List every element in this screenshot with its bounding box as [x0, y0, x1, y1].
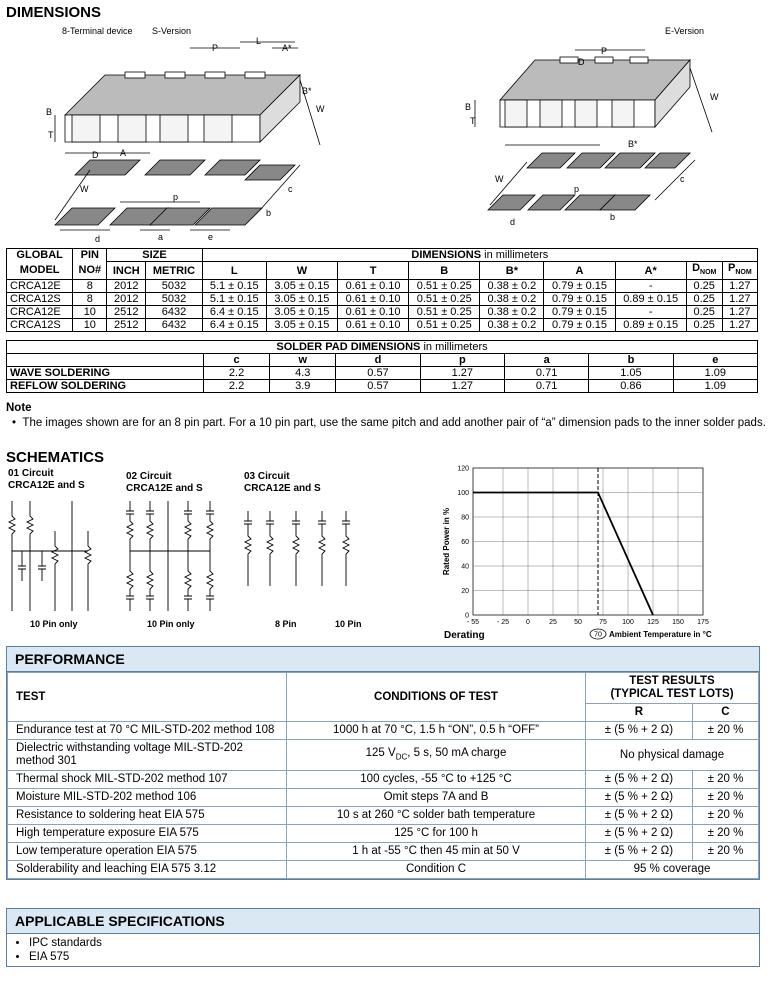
table-cell: 1.09 — [673, 380, 757, 393]
result-c: ± 20 % — [692, 771, 758, 789]
test-conditions: Omit steps 7A and B — [287, 789, 586, 807]
note-text: • The images shown are for an 8 pin part. For a 10 pin part, use the same pitch and add another pair of “a” dimension pads to the inner solder pads. — [12, 417, 766, 429]
svg-text:e: e — [208, 232, 214, 242]
table-cell: 1.05 — [589, 367, 673, 380]
result-c: ± 20 % — [692, 807, 758, 825]
table-cell: 0.61 ± 0.10 — [337, 306, 408, 319]
result-c: ± 20 % — [692, 789, 758, 807]
result-r: ± (5 % + 2 Ω) — [586, 807, 693, 825]
result-r: ± (5 % + 2 Ω) — [586, 825, 693, 843]
table-row — [8, 740, 759, 771]
solder-pad-table: SOLDER PAD DIMENSIONS in millimeters c w d p a b e WAVE SOLDERING 2.2 4.3 0.57 1.27 0.71 1.05 1.09 REFLOW SOLDERING 2.2 3.9 0.57 1.27 0.71 0.86 1.09 — [6, 340, 758, 393]
svg-text:a: a — [158, 232, 164, 242]
table-cell: 4.3 — [270, 367, 336, 380]
table-cell: 2.2 — [204, 380, 270, 393]
y-tick-label: 20 — [461, 588, 469, 595]
table-row — [7, 380, 758, 393]
x-tick-label: 150 — [672, 619, 684, 626]
result-c: ± 20 % — [692, 843, 758, 861]
table-cell: 3.05 ± 0.15 — [266, 280, 337, 293]
table-cell: CRCA12S — [7, 319, 73, 332]
table-cell: 0.38 ± 0.2 — [480, 280, 544, 293]
test-name: Endurance test at 70 °C MIL-STD-202 method 108 — [8, 722, 287, 740]
table-cell: 0.38 ± 0.2 — [480, 319, 544, 332]
table-cell: 2012 — [107, 293, 146, 306]
y-tick-label: 40 — [461, 563, 469, 571]
table-cell: - — [615, 306, 686, 319]
table-cell: 0.51 ± 0.25 — [409, 319, 480, 332]
svg-text:c: c — [680, 174, 685, 184]
table-cell: - — [615, 280, 686, 293]
svg-text:d: d — [95, 234, 101, 244]
marker-label: 70 — [594, 631, 602, 639]
circuit-03-footer-10: 10 Pin — [335, 619, 362, 629]
table-cell: 3.9 — [270, 380, 336, 393]
dimensions-title: DIMENSIONS — [6, 4, 102, 21]
table-cell: 2.2 — [204, 367, 270, 380]
result-r: ± (5 % + 2 Ω) — [586, 771, 693, 789]
test-conditions: 10 s at 260 °C solder bath temperature — [287, 807, 586, 825]
circuit-01-title: 01 Circuit CRCA12E and S — [8, 468, 85, 491]
table-cell: 0.89 ± 0.15 — [615, 293, 686, 306]
x-tick-label: - 55 — [466, 619, 480, 626]
test-name: Moisture MIL-STD-202 method 106 — [8, 789, 287, 807]
table-cell: 0.71 — [504, 367, 588, 380]
table-row — [8, 789, 759, 807]
specifications-list — [7, 936, 759, 964]
table-cell: 0.51 ± 0.25 — [409, 293, 480, 306]
x-tick-label: 125 — [647, 619, 659, 626]
table-cell: 5032 — [146, 293, 202, 306]
table-cell: 1.27 — [722, 319, 757, 332]
table-cell: 0.79 ± 0.15 — [544, 319, 615, 332]
table-row — [8, 771, 759, 789]
table-cell: 0.25 — [686, 293, 722, 306]
label-8-terminal: 8-Terminal device — [62, 26, 133, 36]
svg-text:A: A — [120, 148, 127, 158]
x-tick-label: - 25 — [496, 619, 510, 626]
test-conditions: Condition C — [287, 861, 586, 879]
table-cell: CRCA12S — [7, 293, 73, 306]
table-cell: 0.25 — [686, 280, 722, 293]
svg-text:B*: B* — [302, 86, 312, 96]
table-cell: 10 — [73, 319, 107, 332]
svg-text:b: b — [610, 212, 616, 222]
svg-text:W: W — [80, 184, 89, 194]
svg-text:L: L — [256, 36, 262, 46]
table-cell: 8 — [73, 293, 107, 306]
svg-text:D: D — [92, 150, 99, 160]
svg-text:P: P — [212, 43, 219, 53]
table-cell: 0.61 ± 0.10 — [337, 319, 408, 332]
table-cell: 0.57 — [336, 380, 420, 393]
table-cell: 2512 — [107, 319, 146, 332]
circuit-02-footer: 10 Pin only — [147, 619, 195, 629]
svg-text:b: b — [266, 208, 272, 218]
table-cell: 0.71 — [504, 380, 588, 393]
result-r: ± (5 % + 2 Ω) — [586, 843, 693, 861]
table-cell: 0.57 — [336, 367, 420, 380]
table-cell: 5.1 ± 0.15 — [202, 293, 266, 306]
svg-text:A*: A* — [282, 43, 292, 53]
table-cell: REFLOW SOLDERING — [7, 380, 204, 393]
test-conditions: 100 cycles, -55 °C to +125 °C — [287, 771, 586, 789]
table-cell: 2012 — [107, 280, 146, 293]
test-conditions: 125 $V_{DC}$, 5 s, 50 mA charge — [287, 740, 586, 771]
x-axis-label: Ambient Temperature in °C — [609, 630, 712, 639]
schematic-drawings — [0, 496, 380, 616]
svg-text:B*: B* — [628, 139, 638, 149]
table-cell: 8 — [73, 280, 107, 293]
x-tick-label: 75 — [599, 619, 607, 626]
svg-text:T: T — [470, 116, 476, 126]
y-tick-label: 120 — [457, 465, 469, 473]
svg-text:p: p — [173, 192, 179, 202]
test-result: No physical damage — [586, 740, 759, 771]
table-cell: 1.27 — [722, 306, 757, 319]
y-tick-label: 100 — [457, 490, 469, 497]
result-r: ± (5 % + 2 Ω) — [586, 722, 693, 740]
circuit-03-title: 03 Circuit CRCA12E and S — [244, 471, 321, 494]
performance-table: TEST CONDITIONS OF TEST TEST RESULTS (TYPICAL TEST LOTS) R C Endurance test at 70 °C MIL-STD-202 method 108 1000 h at 70 °C, 1.5 h “ON”, 0.5 h “OFF” ± (5 % + 2 Ω) ± 20 % Dielectric withstanding voltage MIL-STD-202 method 301 125 $V_{DC}$, 5 s, 50 mA charge No physical damage Thermal shock MIL-STD-202 method 107 100 cycles, -55 °C to +125 °C ± (5 % + 2 Ω) ± 20 % Moisture MIL-STD-202 method 106 Omit steps 7A and B ± (5 % + 2 Ω) ± 20 % Resistance to soldering heat EIA 575 10 s at 260 °C solder bath temperature ± (5 % + 2 Ω) ± 20 % High temperature exposure EIA 575 125 °C for 100 h ± (5 % + 2 Ω) ± 20 % Low temperature operation EIA 575 1 h at -55 °C then 45 min at 50 V ± (5 % + 2 Ω) ± 20 % Solderability and leaching EIA 575 3.12 Condition C 95 % coverage — [7, 672, 759, 879]
table-row — [8, 825, 759, 843]
table-row — [8, 807, 759, 825]
spec-item: • IPC standards — [29, 936, 759, 950]
table-cell: 6432 — [146, 319, 202, 332]
table-row — [7, 367, 758, 380]
performance-title: PERFORMANCE — [7, 647, 759, 672]
table-row — [7, 319, 758, 332]
table-cell: 1.27 — [722, 280, 757, 293]
svg-text:W: W — [710, 92, 719, 102]
x-tick-label: 25 — [549, 619, 557, 626]
x-tick-label: 0 — [526, 619, 530, 626]
y-axis-label: Rated Power in % — [442, 507, 451, 576]
test-conditions: 1000 h at 70 °C, 1.5 h “ON”, 0.5 h “OFF” — [287, 722, 586, 740]
circuit-01-footer: 10 Pin only — [30, 619, 78, 629]
y-tick-label: 80 — [461, 514, 469, 522]
circuit-02-title: 02 Circuit CRCA12E and S — [126, 471, 203, 494]
table-cell: 1.27 — [722, 293, 757, 306]
label-s-version: S-Version — [152, 26, 192, 36]
table-cell: 3.05 ± 0.15 — [266, 293, 337, 306]
test-result: 95 % coverage — [586, 861, 759, 879]
result-c: ± 20 % — [692, 722, 758, 740]
note-heading: Note — [6, 402, 32, 414]
table-row — [8, 722, 759, 740]
test-name: Dielectric withstanding voltage MIL-STD-202 method 301 — [8, 740, 287, 771]
test-name: Resistance to soldering heat EIA 575 — [8, 807, 287, 825]
svg-text:c: c — [288, 184, 293, 194]
table-cell: 0.61 ± 0.10 — [337, 293, 408, 306]
table-row — [7, 306, 758, 319]
table-cell: 3.05 ± 0.15 — [266, 306, 337, 319]
test-conditions: 1 h at -55 °C then 45 min at 50 V — [287, 843, 586, 861]
chart-title: Derating — [444, 630, 485, 641]
table-cell: 0.86 — [589, 380, 673, 393]
table-cell: 0.38 ± 0.2 — [480, 293, 544, 306]
spec-item: • EIA 575 — [29, 950, 759, 964]
test-name: Thermal shock MIL-STD-202 method 107 — [8, 771, 287, 789]
svg-text:B: B — [46, 107, 53, 117]
table-cell: 0.38 ± 0.2 — [480, 306, 544, 319]
table-cell: 2512 — [107, 306, 146, 319]
schematics-title: SCHEMATICS — [6, 449, 105, 466]
table-cell: 1.27 — [420, 380, 504, 393]
result-r: ± (5 % + 2 Ω) — [586, 789, 693, 807]
svg-text:p: p — [574, 184, 580, 194]
table-cell: 1.09 — [673, 367, 757, 380]
svg-text:T: T — [48, 130, 54, 140]
table-cell: 0.61 ± 0.10 — [337, 280, 408, 293]
x-tick-label: 50 — [574, 619, 582, 626]
label-e-version: E-Version — [665, 26, 705, 36]
performance-section — [6, 646, 760, 880]
table-cell: 5.1 ± 0.15 — [202, 280, 266, 293]
table-cell: 0.79 ± 0.15 — [544, 293, 615, 306]
table-cell: 1.27 — [420, 367, 504, 380]
table-row — [7, 293, 758, 306]
svg-text:P: P — [601, 46, 608, 56]
table-cell: CRCA12E — [7, 306, 73, 319]
test-name: High temperature exposure EIA 575 — [8, 825, 287, 843]
test-conditions: 125 °C for 100 h — [287, 825, 586, 843]
svg-text:d: d — [510, 217, 516, 227]
svg-text:W: W — [316, 104, 325, 114]
table-cell: 10 — [73, 306, 107, 319]
table-cell: 5032 — [146, 280, 202, 293]
table-cell: WAVE SOLDERING — [7, 367, 204, 380]
circuit-03-footer-8: 8 Pin — [275, 619, 297, 629]
test-name: Low temperature operation EIA 575 — [8, 843, 287, 861]
dimension-drawing — [0, 20, 775, 265]
test-name: Solderability and leaching EIA 575 3.12 — [8, 861, 287, 879]
table-cell: 6.4 ± 0.15 — [202, 319, 266, 332]
table-cell: 0.79 ± 0.15 — [544, 306, 615, 319]
specifications-section — [6, 908, 760, 967]
y-tick-label: 60 — [461, 539, 469, 546]
table-cell: 0.51 ± 0.25 — [409, 306, 480, 319]
table-cell: 0.51 ± 0.25 — [409, 280, 480, 293]
svg-text:D: D — [578, 57, 585, 67]
dimensions-table: GLOBAL PIN SIZE DIMENSIONS in millimeters MODEL NO# INCH METRIC L W T B B* A A* $D_{NOM}$ $P_{NOM}$ CRCA12E 8 2012 5032 5.1 ± 0.15 3.05 ± 0.15 0.61 ± 0.10 0.51 ± 0.25 0.38 ± 0.2 0.79 ± 0.15 - 0.25 1.27 CRCA12S 8 2012 5032 5.1 ± 0.15 3.05 ± 0.15 0.61 ± 0.10 0.51 ± 0.25 0.38 ± 0.2 0.79 ± 0.15 0.89 ± 0.15 0.25 1.27 CRCA12E 10 2512 6432 6.4 ± 0.15 3.05 ± 0.15 0.61 ± 0.10 0.51 ± 0.25 0.38 ± 0.2 0.79 ± 0.15 - 0.25 1.27 CRCA12S 10 2512 6432 6.4 ± 0.15 3.05 ± 0.15 0.61 ± 0.10 0.51 ± 0.25 0.38 ± 0.2 0.79 ± 0.15 0.89 ± 0.15 0.25 1.27 — [6, 248, 758, 332]
derating-chart — [438, 458, 748, 643]
table-row — [8, 861, 759, 879]
svg-text:B: B — [465, 102, 472, 112]
table-cell: 3.05 ± 0.15 — [266, 319, 337, 332]
x-tick-label: 100 — [622, 619, 634, 626]
table-cell: 0.89 ± 0.15 — [615, 319, 686, 332]
x-tick-label: 175 — [697, 619, 709, 626]
table-cell: 6.4 ± 0.15 — [202, 306, 266, 319]
table-cell: CRCA12E — [7, 280, 73, 293]
svg-text:W: W — [495, 174, 504, 184]
table-cell: 6432 — [146, 306, 202, 319]
specifications-title: APPLICABLE SPECIFICATIONS — [7, 909, 759, 934]
table-cell: 0.79 ± 0.15 — [544, 280, 615, 293]
table-cell: 0.25 — [686, 319, 722, 332]
y-tick-label: 0 — [465, 612, 469, 620]
table-row — [7, 280, 758, 293]
table-cell: 0.25 — [686, 306, 722, 319]
table-row — [8, 843, 759, 861]
result-c: ± 20 % — [692, 825, 758, 843]
